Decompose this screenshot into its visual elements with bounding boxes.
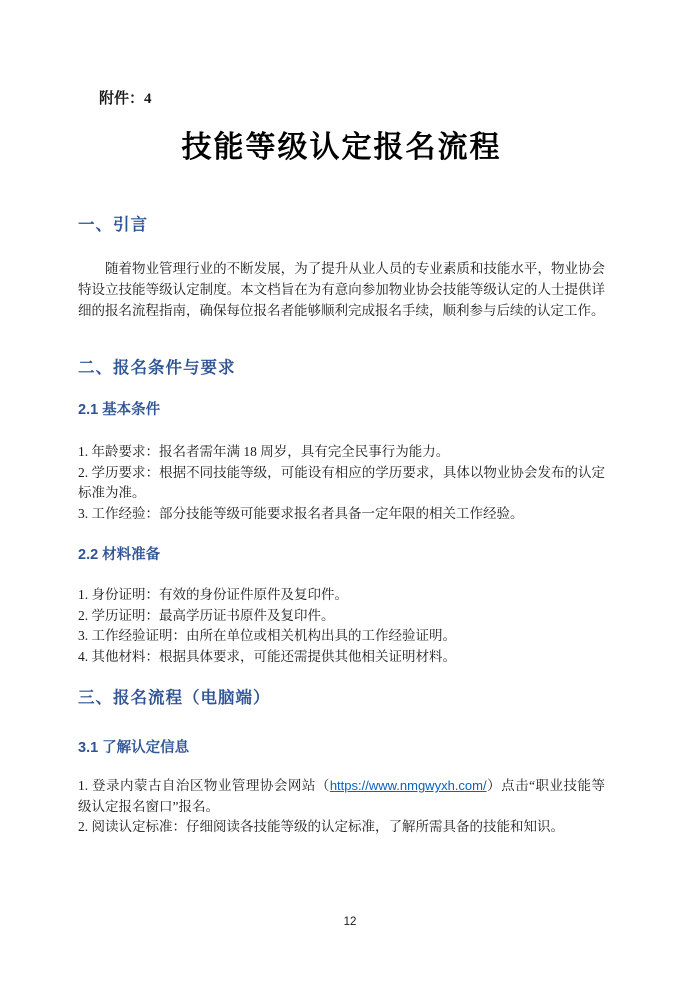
page-number: 12 <box>343 916 357 928</box>
materials-list <box>78 585 605 667</box>
list-item: 1. 年龄要求：报名者需年满 18 周岁，具有完全民事行为能力。 <box>78 444 450 459</box>
list-item: 4. 其他材料：根据具体要求，可能还需提供其他相关证明材料。 <box>78 648 456 664</box>
section-heading-intro: 一、引言 <box>78 216 148 234</box>
process-info-list <box>78 776 605 838</box>
section-heading-conditions: 二、报名条件与要求 <box>78 359 236 377</box>
list-item: 2. 学历证明：最高学历证书原件及复印件。 <box>78 607 335 623</box>
list-item-text-pre: 1. 登录内蒙古自治区物业管理协会网站（ <box>78 778 330 793</box>
list-item: 3. 工作经验证明：由所在单位或相关机构出具的工作经验证明。 <box>78 628 456 643</box>
list-item: 1. 身份证明：有效的身份证件原件及复印件。 <box>78 587 348 602</box>
subsection-heading-info: 3.1 了解认定信息 <box>78 740 190 756</box>
attachment-label: 附件：4 <box>99 91 152 107</box>
intro-paragraph: 随着物业管理行业的不断发展，为了提升从业人员的专业素质和技能水平，物业协会特设立技能等级认定制度。本文档旨在为有意向参加物业协会技能等级认定的人士提供详细的报名流程指南，确保每位报名者能够顺利完成报名手续，顺利参与后续的认定工作。 <box>78 261 605 318</box>
list-item-text-post: ）点击“职业技能等级认定报名窗口”报名。 <box>78 778 605 814</box>
subsection-heading-materials: 2.2 材料准备 <box>78 547 161 563</box>
list-item: 2. 阅读认定标准：仔细阅读各技能等级的认定标准，了解所需具备的技能和知识。 <box>78 819 564 834</box>
list-item: 3. 工作经验：部分技能等级可能要求报名者具备一定年限的相关工作经验。 <box>78 505 524 521</box>
list-item: 2. 学历要求：根据不同技能等级，可能设有相应的学历要求，具体以物业协会发布的认定标准为准。 <box>78 464 605 500</box>
basic-conditions-list <box>78 442 605 524</box>
subsection-heading-basic-conditions: 2.1 基本条件 <box>78 402 161 418</box>
association-website-link[interactable]: https://www.nmgwyxh.com/ <box>329 778 487 793</box>
list-item <box>78 776 605 817</box>
section-heading-process: 三、报名流程（电脑端） <box>78 689 271 707</box>
page-title: 技能等级认定报名流程 <box>181 131 502 164</box>
